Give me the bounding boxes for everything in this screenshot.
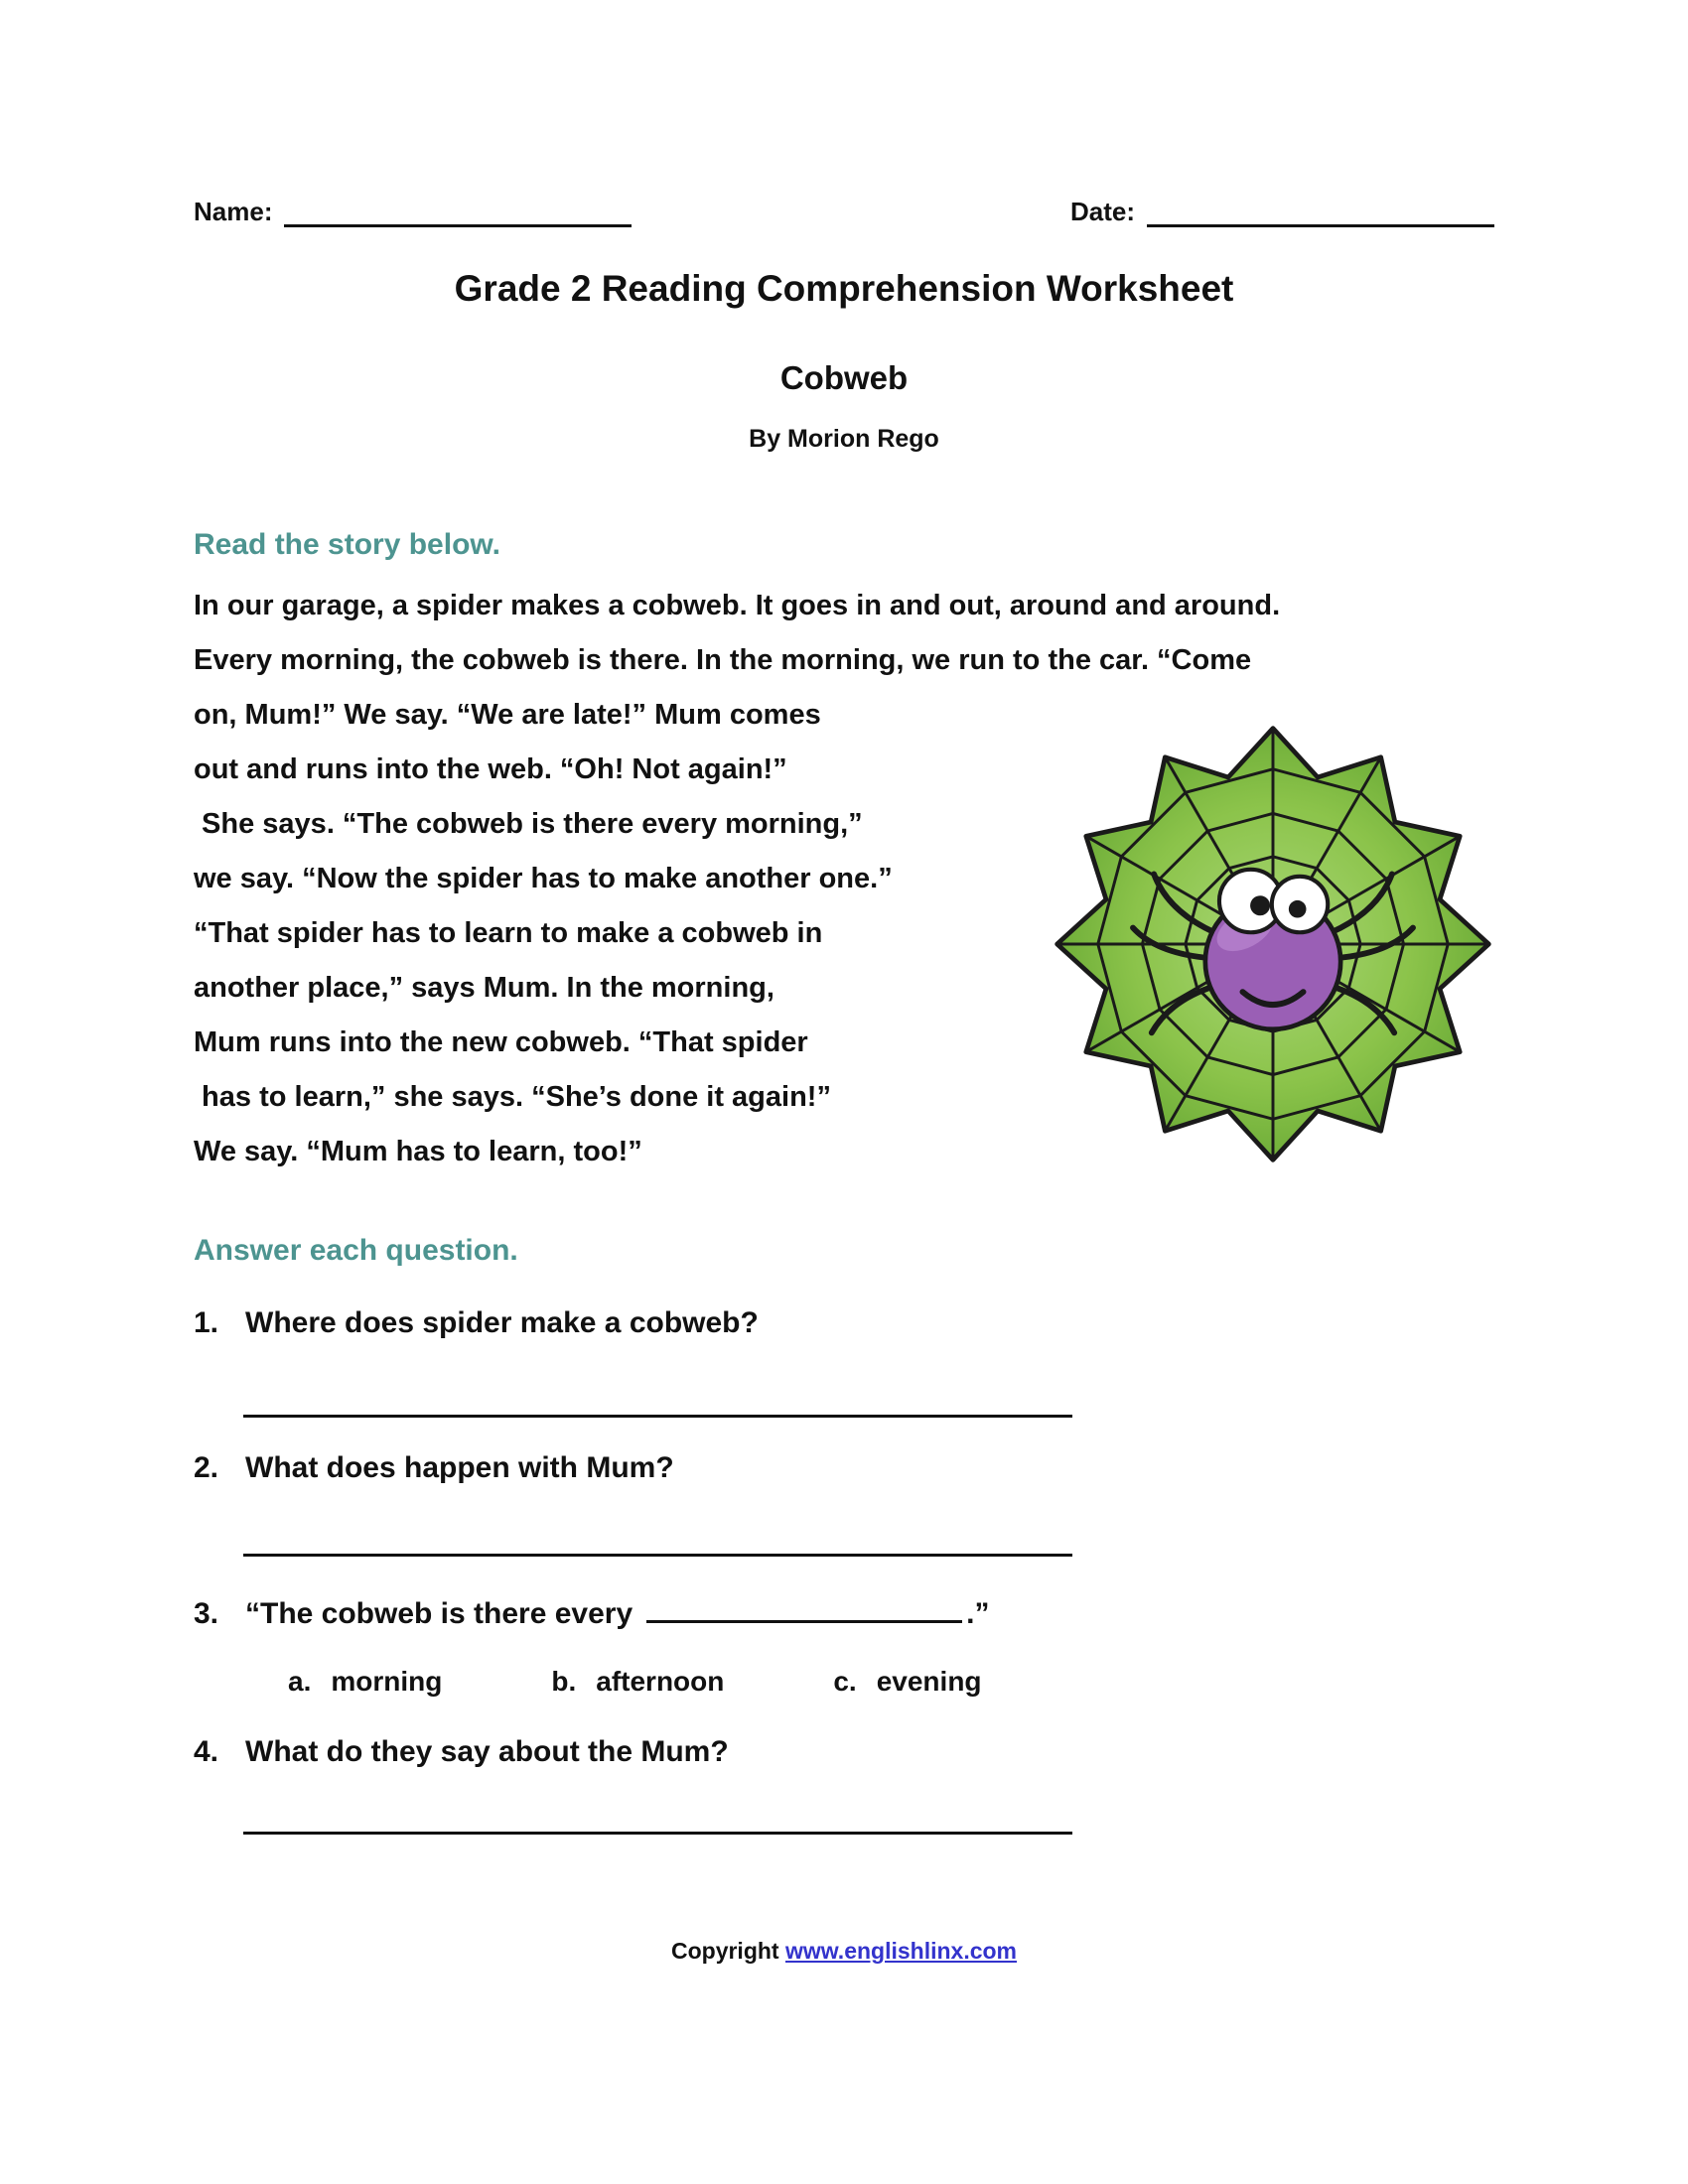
story-line: has to learn,” she says. “She’s done it again!” bbox=[194, 1081, 831, 1113]
question-4 bbox=[194, 1735, 1494, 1769]
question-3-blank bbox=[646, 1596, 962, 1623]
story-section bbox=[194, 579, 1494, 1179]
story-line: We say. “Mum has to learn, too!” bbox=[194, 1136, 642, 1167]
option-a-text: morning bbox=[331, 1666, 443, 1697]
story-line: In our garage, a spider makes a cobweb. It goes in and out, around and around. bbox=[194, 590, 1281, 621]
question-1 bbox=[194, 1306, 1494, 1340]
option-c bbox=[833, 1666, 981, 1698]
question-2 bbox=[194, 1451, 1494, 1485]
option-b bbox=[551, 1666, 724, 1698]
spider-cobweb-illustration bbox=[1040, 711, 1506, 1177]
story-line: “That spider has to learn to make a cobweb in bbox=[194, 917, 823, 949]
question-1-text: Where does spider make a cobweb? bbox=[245, 1306, 759, 1339]
option-b-letter: b. bbox=[551, 1666, 577, 1697]
date-field bbox=[1070, 197, 1494, 227]
question-3-number: 3. bbox=[194, 1597, 219, 1630]
name-label: Name: bbox=[194, 197, 273, 226]
question-2-text: What does happen with Mum? bbox=[245, 1451, 674, 1484]
name-field bbox=[194, 197, 632, 227]
copyright-label: Copyright bbox=[670, 1938, 779, 1964]
question-3-text: “The cobweb is there every bbox=[245, 1597, 633, 1630]
story-line: out and runs into the web. “Oh! Not again!” bbox=[194, 753, 787, 785]
question-4-number: 4. bbox=[194, 1735, 219, 1768]
story-title: Cobweb bbox=[779, 359, 909, 396]
date-label: Date: bbox=[1069, 197, 1135, 226]
question-4-text: What do they say about the Mum? bbox=[245, 1735, 729, 1768]
answer-line-3 bbox=[243, 1802, 1072, 1835]
answer-line-1 bbox=[243, 1385, 1072, 1418]
story-byline: By Morion Rego bbox=[749, 425, 939, 453]
question-2-number: 2. bbox=[194, 1451, 219, 1484]
question-3-text-suffix: .” bbox=[966, 1597, 990, 1630]
spider-cobweb-image bbox=[1040, 711, 1506, 1177]
story-line: Every morning, the cobweb is there. In the morning, we run to the car. “Come bbox=[194, 644, 1252, 676]
name-date-row bbox=[194, 197, 1494, 227]
option-a-letter: a. bbox=[288, 1666, 312, 1697]
story-line: we say. “Now the spider has to make another one.” bbox=[194, 863, 893, 894]
story-line: on, Mum!” We say. “We are late!” Mum comes bbox=[194, 699, 821, 731]
question-3-options bbox=[288, 1666, 982, 1698]
name-blank-line bbox=[284, 201, 632, 227]
answer-questions-heading: Answer each question. bbox=[194, 1234, 518, 1267]
read-story-heading: Read the story below. bbox=[194, 528, 500, 561]
option-c-letter: c. bbox=[833, 1666, 857, 1697]
question-3 bbox=[194, 1596, 1494, 1631]
date-blank-line bbox=[1147, 201, 1494, 227]
option-c-text: evening bbox=[876, 1666, 982, 1697]
story-line: Mum runs into the new cobweb. “That spider bbox=[194, 1026, 808, 1058]
page-title: Grade 2 Reading Comprehension Worksheet bbox=[454, 268, 1234, 309]
copyright-footer bbox=[0, 1938, 1688, 1965]
story-line: She says. “The cobweb is there every morning,” bbox=[194, 808, 863, 840]
answer-line-2 bbox=[243, 1524, 1072, 1557]
option-b-text: afternoon bbox=[596, 1666, 725, 1697]
copyright-link[interactable]: www.englishlinx.com bbox=[784, 1938, 1018, 1964]
story-line: another place,” says Mum. In the morning, bbox=[194, 972, 774, 1004]
option-a bbox=[288, 1666, 442, 1698]
question-1-number: 1. bbox=[194, 1306, 219, 1339]
spider-eyes bbox=[1219, 870, 1328, 932]
